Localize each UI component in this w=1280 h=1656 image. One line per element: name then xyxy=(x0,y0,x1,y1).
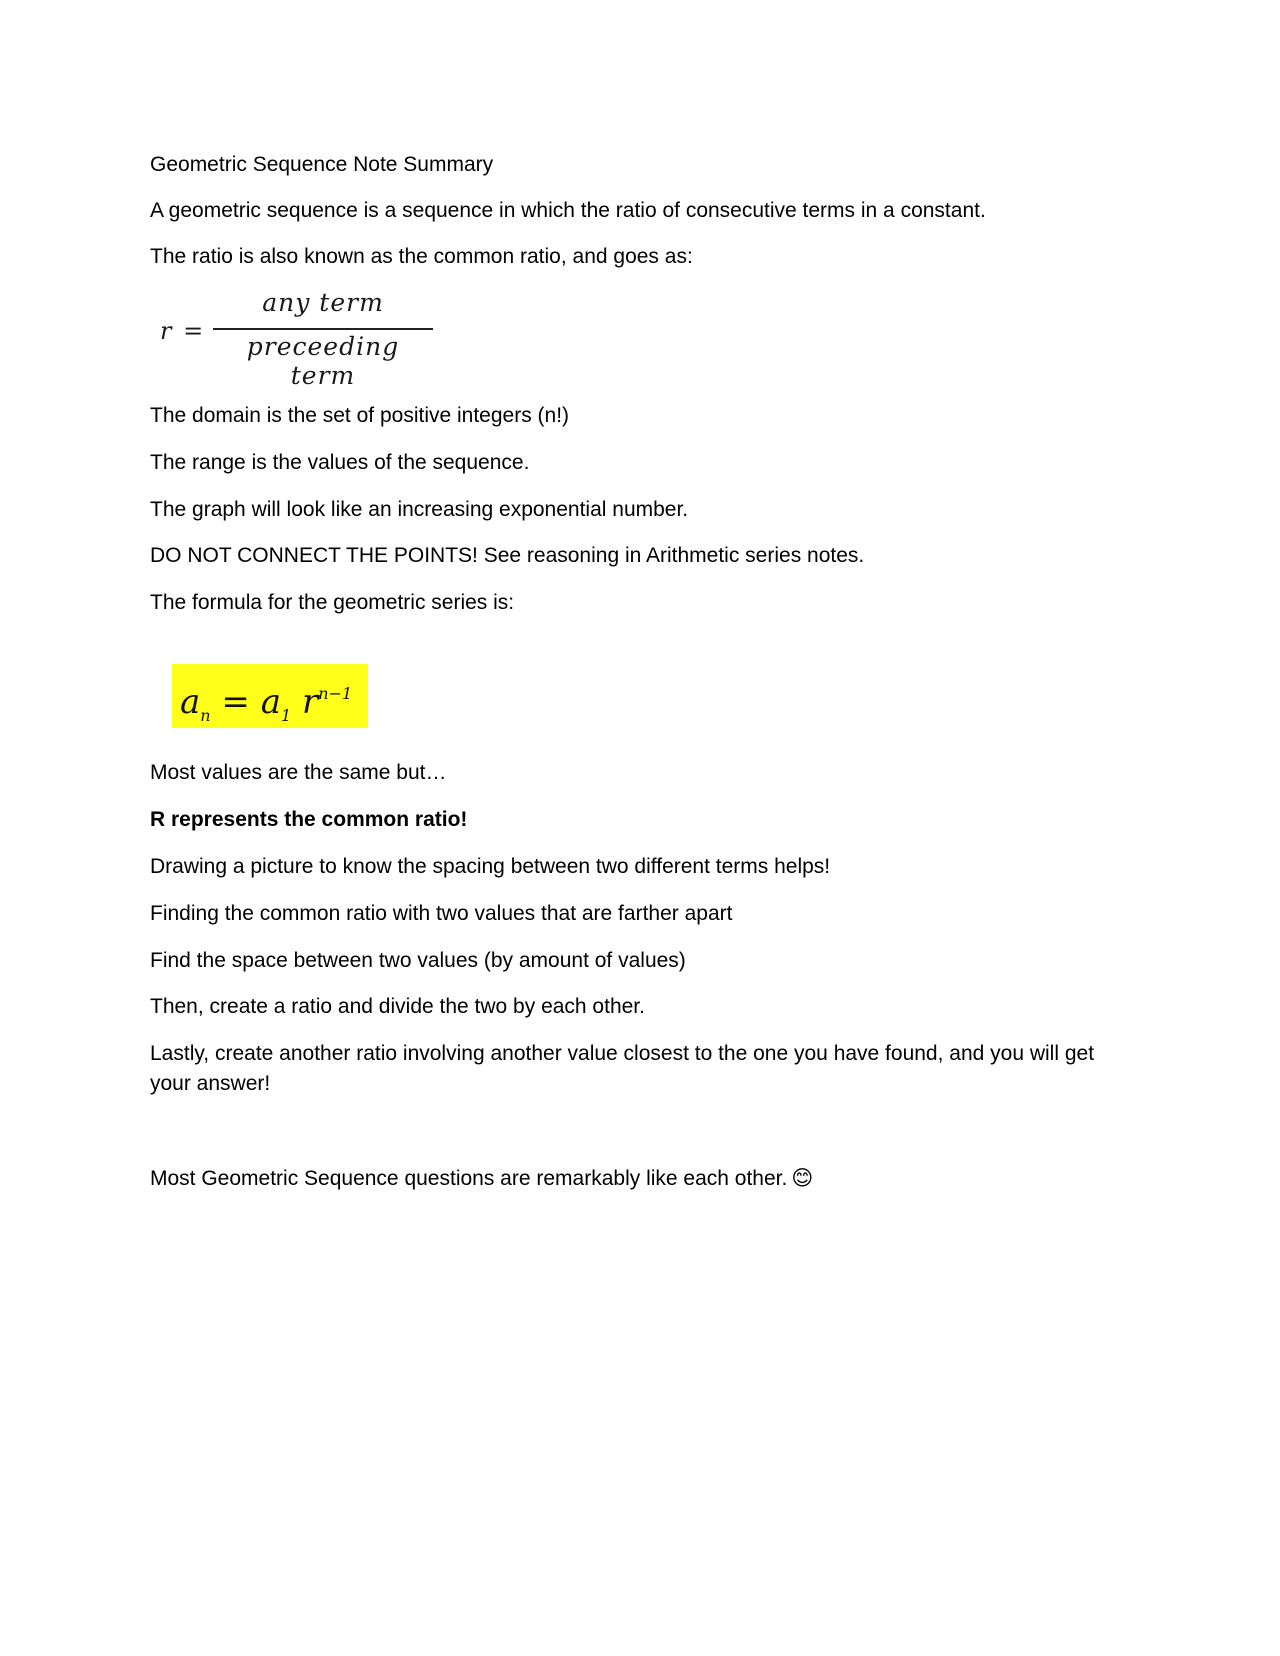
ratio-numerator: any term xyxy=(262,288,384,317)
create-ratio-paragraph: Then, create a ratio and divide the two by each other. xyxy=(150,995,645,1018)
most-values-paragraph: Most values are the same but… xyxy=(150,761,447,784)
formula-exponent: n−1 xyxy=(318,684,353,703)
domain-paragraph: The domain is the set of positive integers (n!) xyxy=(150,404,570,427)
formula-a-1: a xyxy=(260,682,281,722)
formula-r: r xyxy=(291,682,319,722)
definition-paragraph: A geometric sequence is a sequence in which the ratio of consecutive terms in a constant. xyxy=(150,199,986,222)
finding-ratio-paragraph: Finding the common ratio with two values that are farther apart xyxy=(150,902,733,925)
drawing-tip-paragraph: Drawing a picture to know the spacing between two different terms helps! xyxy=(150,855,831,878)
formula-1-subscript: 1 xyxy=(280,706,292,725)
document-title: Geometric Sequence Note Summary xyxy=(150,153,494,176)
graph-paragraph: The graph will look like an increasing exponential number. xyxy=(150,498,689,521)
find-space-paragraph: Find the space between two values (by amount of values) xyxy=(150,949,686,972)
formula-text xyxy=(180,674,352,736)
warning-paragraph: DO NOT CONNECT THE POINTS! See reasoning in Arithmetic series notes. xyxy=(150,544,865,567)
ratio-intro-paragraph: The ratio is also known as the common ratio, and goes as: xyxy=(150,245,693,268)
fraction-bar xyxy=(213,328,433,330)
formula-a-n: a xyxy=(180,682,201,722)
ratio-denominator: preceeding term xyxy=(246,332,400,390)
ratio-lhs: r = xyxy=(160,317,206,345)
formula-equals: = xyxy=(210,682,261,722)
smiley-icon: 😊 xyxy=(791,1167,814,1190)
geometric-formula-equation xyxy=(172,664,368,728)
range-paragraph: The range is the values of the sequence. xyxy=(150,451,530,474)
closing-paragraph xyxy=(150,1164,813,1194)
r-note-paragraph: R represents the common ratio! xyxy=(150,808,468,831)
formula-n-subscript: n xyxy=(200,706,211,725)
lastly-paragraph: Lastly, create another ratio involving another value closest to the one you have found, and you will get your answer! xyxy=(150,1042,1095,1095)
formula-intro-paragraph: The formula for the geometric series is: xyxy=(150,591,515,614)
common-ratio-equation xyxy=(150,288,440,390)
closing-text: Most Geometric Sequence questions are remarkably like each other. xyxy=(150,1167,788,1190)
